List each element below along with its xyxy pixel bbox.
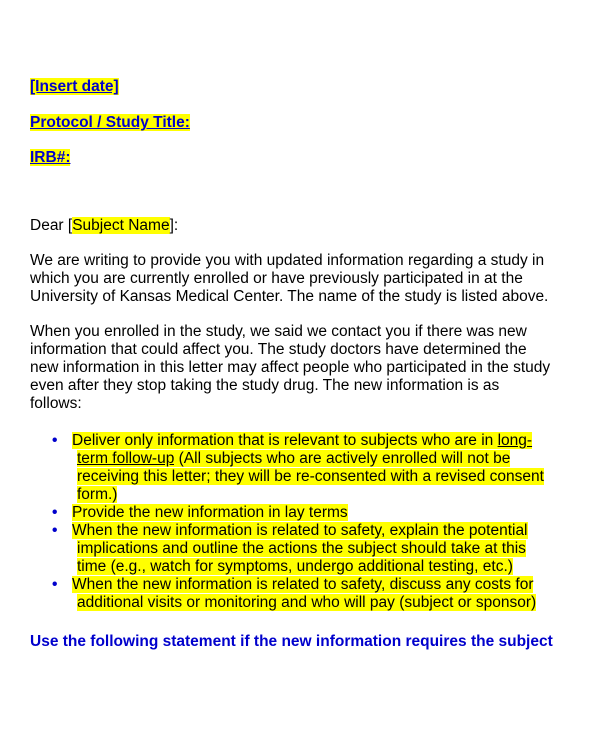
protocol-title-label — [30, 114, 190, 132]
protocol-title-text: Protocol / Study Title: — [30, 114, 190, 131]
bullet-line: When the new information is related to safety, explain the potential — [72, 522, 528, 539]
bullet-line: receiving this letter; they will be re-consented with a revised consent — [77, 468, 544, 485]
bullet-line: Provide the new information in lay terms — [72, 504, 348, 521]
long-term-follow-up-text: term follow-up — [77, 450, 175, 467]
bullet-line: implications and outline the actions the subject should take at this — [77, 540, 526, 557]
date-placeholder-text: [Insert date] — [30, 78, 119, 95]
paragraph-line: We are writing to provide you with updated information regarding a study in — [30, 252, 545, 269]
paragraph-line: information that could affect you. The study doctors have determined the — [30, 341, 527, 358]
instruction-bullet-list — [52, 432, 587, 612]
bullet-line: form.) — [77, 486, 118, 503]
greeting — [30, 217, 178, 235]
date-placeholder — [30, 78, 119, 96]
greeting-prefix: Dear [ — [30, 217, 73, 234]
bullet-line: When the new information is related to safety, discuss any costs for — [72, 576, 534, 593]
paragraph-line: new information in this letter may affect people who participated in the study — [30, 359, 551, 376]
bullet-item-safety-implications — [52, 522, 587, 576]
paragraph-line: When you enrolled in the study, we said we contact you if there was new — [30, 323, 527, 340]
greeting-suffix: ]: — [169, 217, 179, 234]
bullet-item-lay-terms — [52, 504, 587, 522]
info-paragraph — [30, 323, 580, 413]
bullet-item-relevant-info — [52, 432, 587, 504]
bullet-line: Deliver only information that is relevant to subjects who are in long- — [72, 432, 533, 449]
bullet-icon: • — [52, 504, 58, 521]
bullet-icon: • — [52, 432, 58, 449]
irb-label — [30, 149, 70, 167]
bullet-item-safety-costs — [52, 576, 587, 612]
subject-name-placeholder: Subject Name — [72, 217, 170, 234]
long-term-follow-up-text: long- — [497, 432, 533, 449]
instruction-statement: Use the following statement if the new information requires the subject — [30, 633, 553, 650]
intro-paragraph — [30, 252, 580, 306]
paragraph-line: University of Kansas Medical Center. The name of the study is listed above. — [30, 288, 549, 305]
paragraph-line: which you are currently enrolled or have previously participated in at the — [30, 270, 523, 287]
bullet-line: additional visits or monitoring and who will pay (subject or sponsor) — [77, 594, 537, 611]
paragraph-line: follows: — [30, 395, 82, 412]
bullet-line: time (e.g., watch for symptoms, undergo additional testing, etc.) — [77, 558, 513, 575]
bullet-line: term follow-up (All subjects who are actively enrolled will not be — [77, 450, 511, 467]
bullet-icon: • — [52, 576, 58, 593]
bullet-icon: • — [52, 522, 58, 539]
paragraph-line: even after they stop taking the study drug. The new information is as — [30, 377, 500, 394]
irb-text: IRB#: — [30, 149, 71, 166]
